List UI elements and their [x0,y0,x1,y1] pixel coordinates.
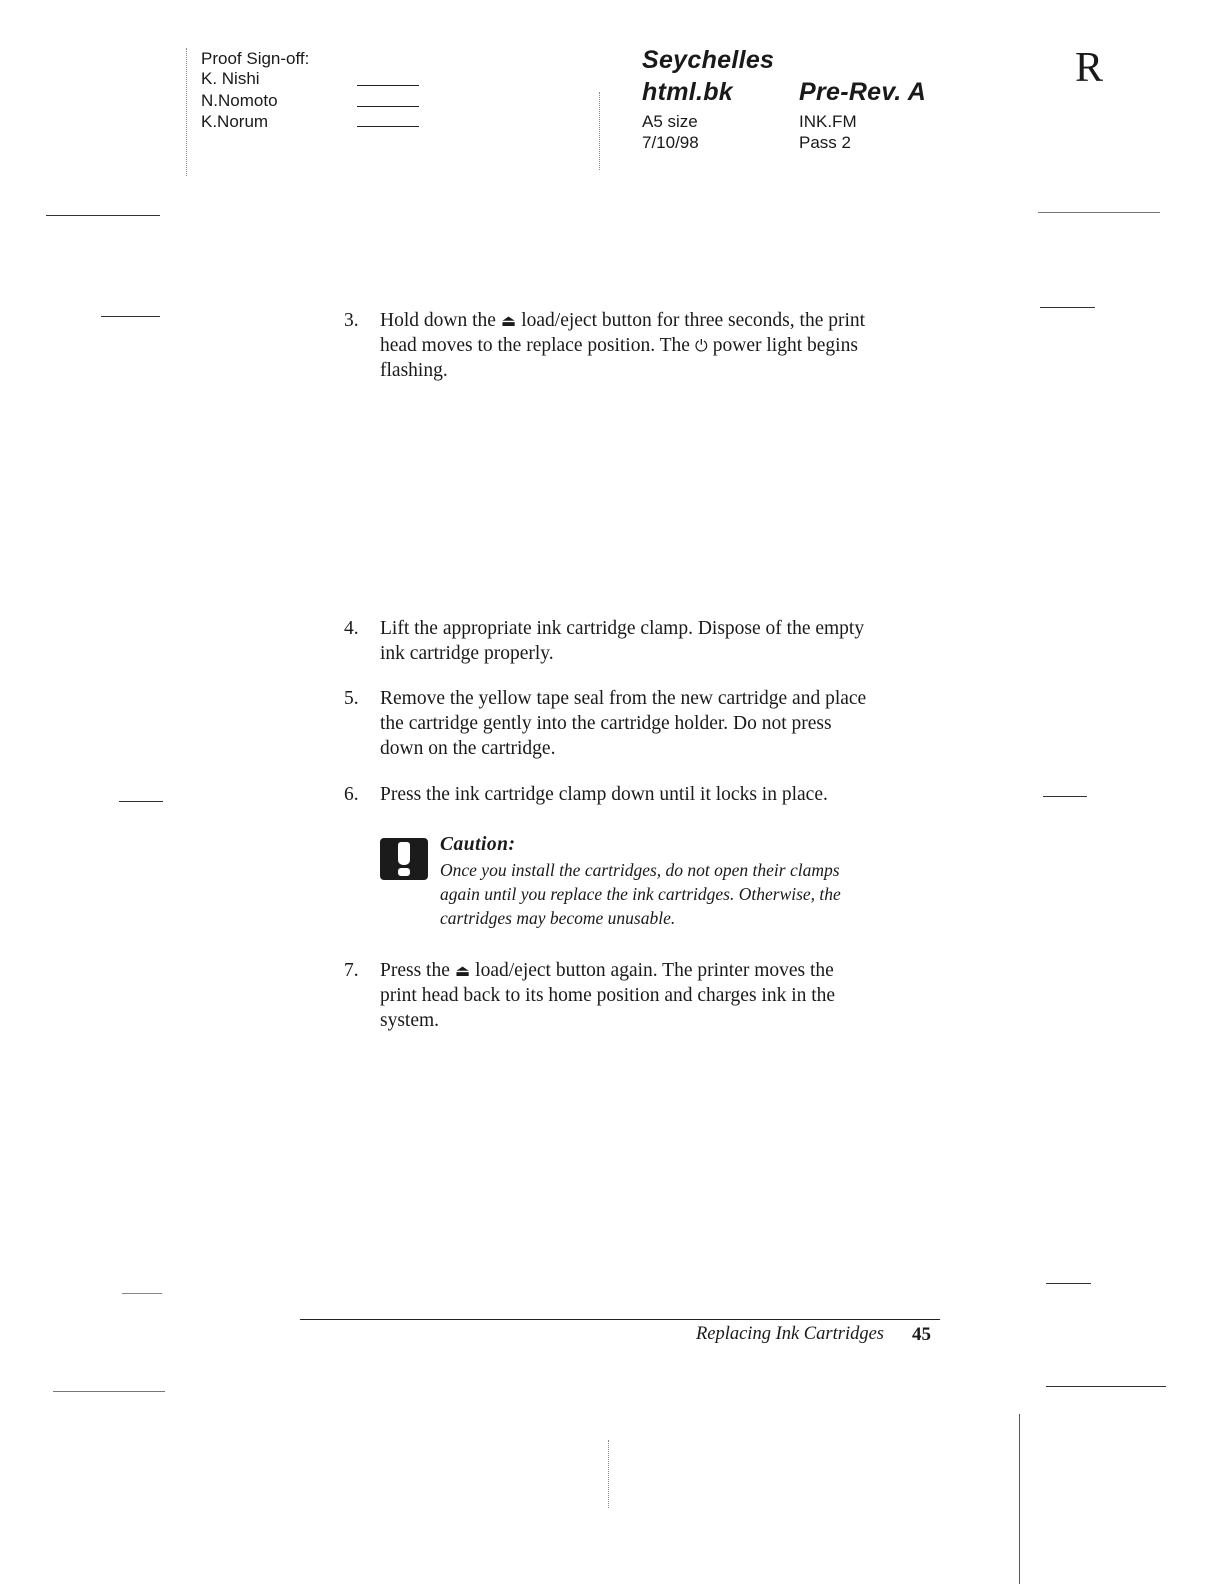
crop-mark-left-2 [101,316,160,317]
footer-page-number: 45 [912,1324,931,1345]
step-text-line: ink cartridge properly. [380,643,554,664]
registration-letter: R [1075,45,1104,91]
step-number: 4. [344,618,359,639]
header-book: html.bk [642,78,733,106]
crop-mark-right-3 [1043,796,1087,797]
proof-name-norum: K.Norum [201,112,269,131]
step-text-line: Press the ink cartridge clamp down until it locks in place. [380,784,828,805]
step-text-line: system. [380,1010,440,1031]
header-pass: Pass 2 [799,133,851,152]
header-revision: Pre-Rev. A [799,78,927,106]
header-project: Seychelles [642,46,775,74]
step-text-line: print head back to its home position and charges ink in the [380,985,836,1006]
proof-name-nomoto: N.Nomoto [201,91,278,110]
step-text-line: down on the cartridge. [380,738,556,759]
footer-rule [300,1319,940,1320]
step-text [380,616,950,666]
caution-icon [380,838,428,880]
signature-line-3 [357,126,419,127]
load-eject-icon: ⏏ [449,961,476,980]
proof-dotted-rule [186,48,187,176]
signature-line-1 [357,85,419,86]
step-number: 6. [344,784,359,805]
crop-mark-left-1 [46,215,160,216]
header-date: 7/10/98 [642,133,699,152]
caution-icon-stroke [398,842,410,865]
caution-heading: Caution: [440,834,516,855]
step-number: 3. [344,310,359,331]
step-text [380,308,950,383]
caution-icon-dot [398,868,410,876]
step-text [380,782,950,807]
step-text-line: Remove the yellow tape seal from the new cartridge and place [380,688,867,709]
signature-line-2 [357,106,419,107]
step-text [380,686,950,761]
step-3 [344,308,944,388]
caution-body [440,858,940,930]
header-file: INK.FM [799,112,857,131]
step-text-line: flashing. [380,360,448,381]
step-4 [344,616,944,668]
crop-mark-left-3 [119,801,163,802]
step-text-line: Lift the appropriate ink cartridge clamp. Dispose of the empty [380,618,865,639]
crop-mark-right-1 [1038,212,1160,213]
step-5 [344,686,944,764]
step-number: 7. [344,960,359,981]
caution-line: cartridges may become unusable. [440,908,676,928]
crop-mark-left-5 [53,1391,165,1392]
power-icon: ⏻ [689,336,713,355]
step-text-line: power light begins [712,335,858,356]
step-text-line: the cartridge gently into the cartridge holder. Do not press [380,713,832,734]
step-7 [344,958,944,1062]
step-text-line: head moves to the replace position. The [380,335,690,356]
caution-line: again until you replace the ink cartridges. Otherwise, the [440,884,841,904]
bottom-dotted-rule [608,1440,609,1508]
crop-mark-right-2 [1040,307,1095,308]
step-6 [344,782,944,810]
proof-name-nishi: K. Nishi [201,69,260,88]
header-size: A5 size [642,112,698,131]
crop-mark-right-5 [1046,1386,1166,1387]
crop-mark-left-4 [122,1293,162,1294]
load-eject-icon: ⏏ [495,311,522,330]
step-text [380,958,950,1033]
footer-chapter-title: Replacing Ink Cartridges [695,1324,884,1344]
step-text-line: Press the [380,960,450,981]
step-text-line: Hold down the [380,310,496,331]
step-number: 5. [344,688,359,709]
caution-line: Once you install the cartridges, do not open their clamps [440,860,840,880]
proof-signoff-title: Proof Sign-off: [201,49,310,68]
bottom-right-rule [1019,1414,1020,1584]
step-text-line: load/eject button for three seconds, the print [521,310,866,331]
crop-mark-right-4 [1046,1283,1091,1284]
step-text-line: load/eject button again. The printer moves the [475,960,834,981]
header-dotted-rule [599,92,600,170]
